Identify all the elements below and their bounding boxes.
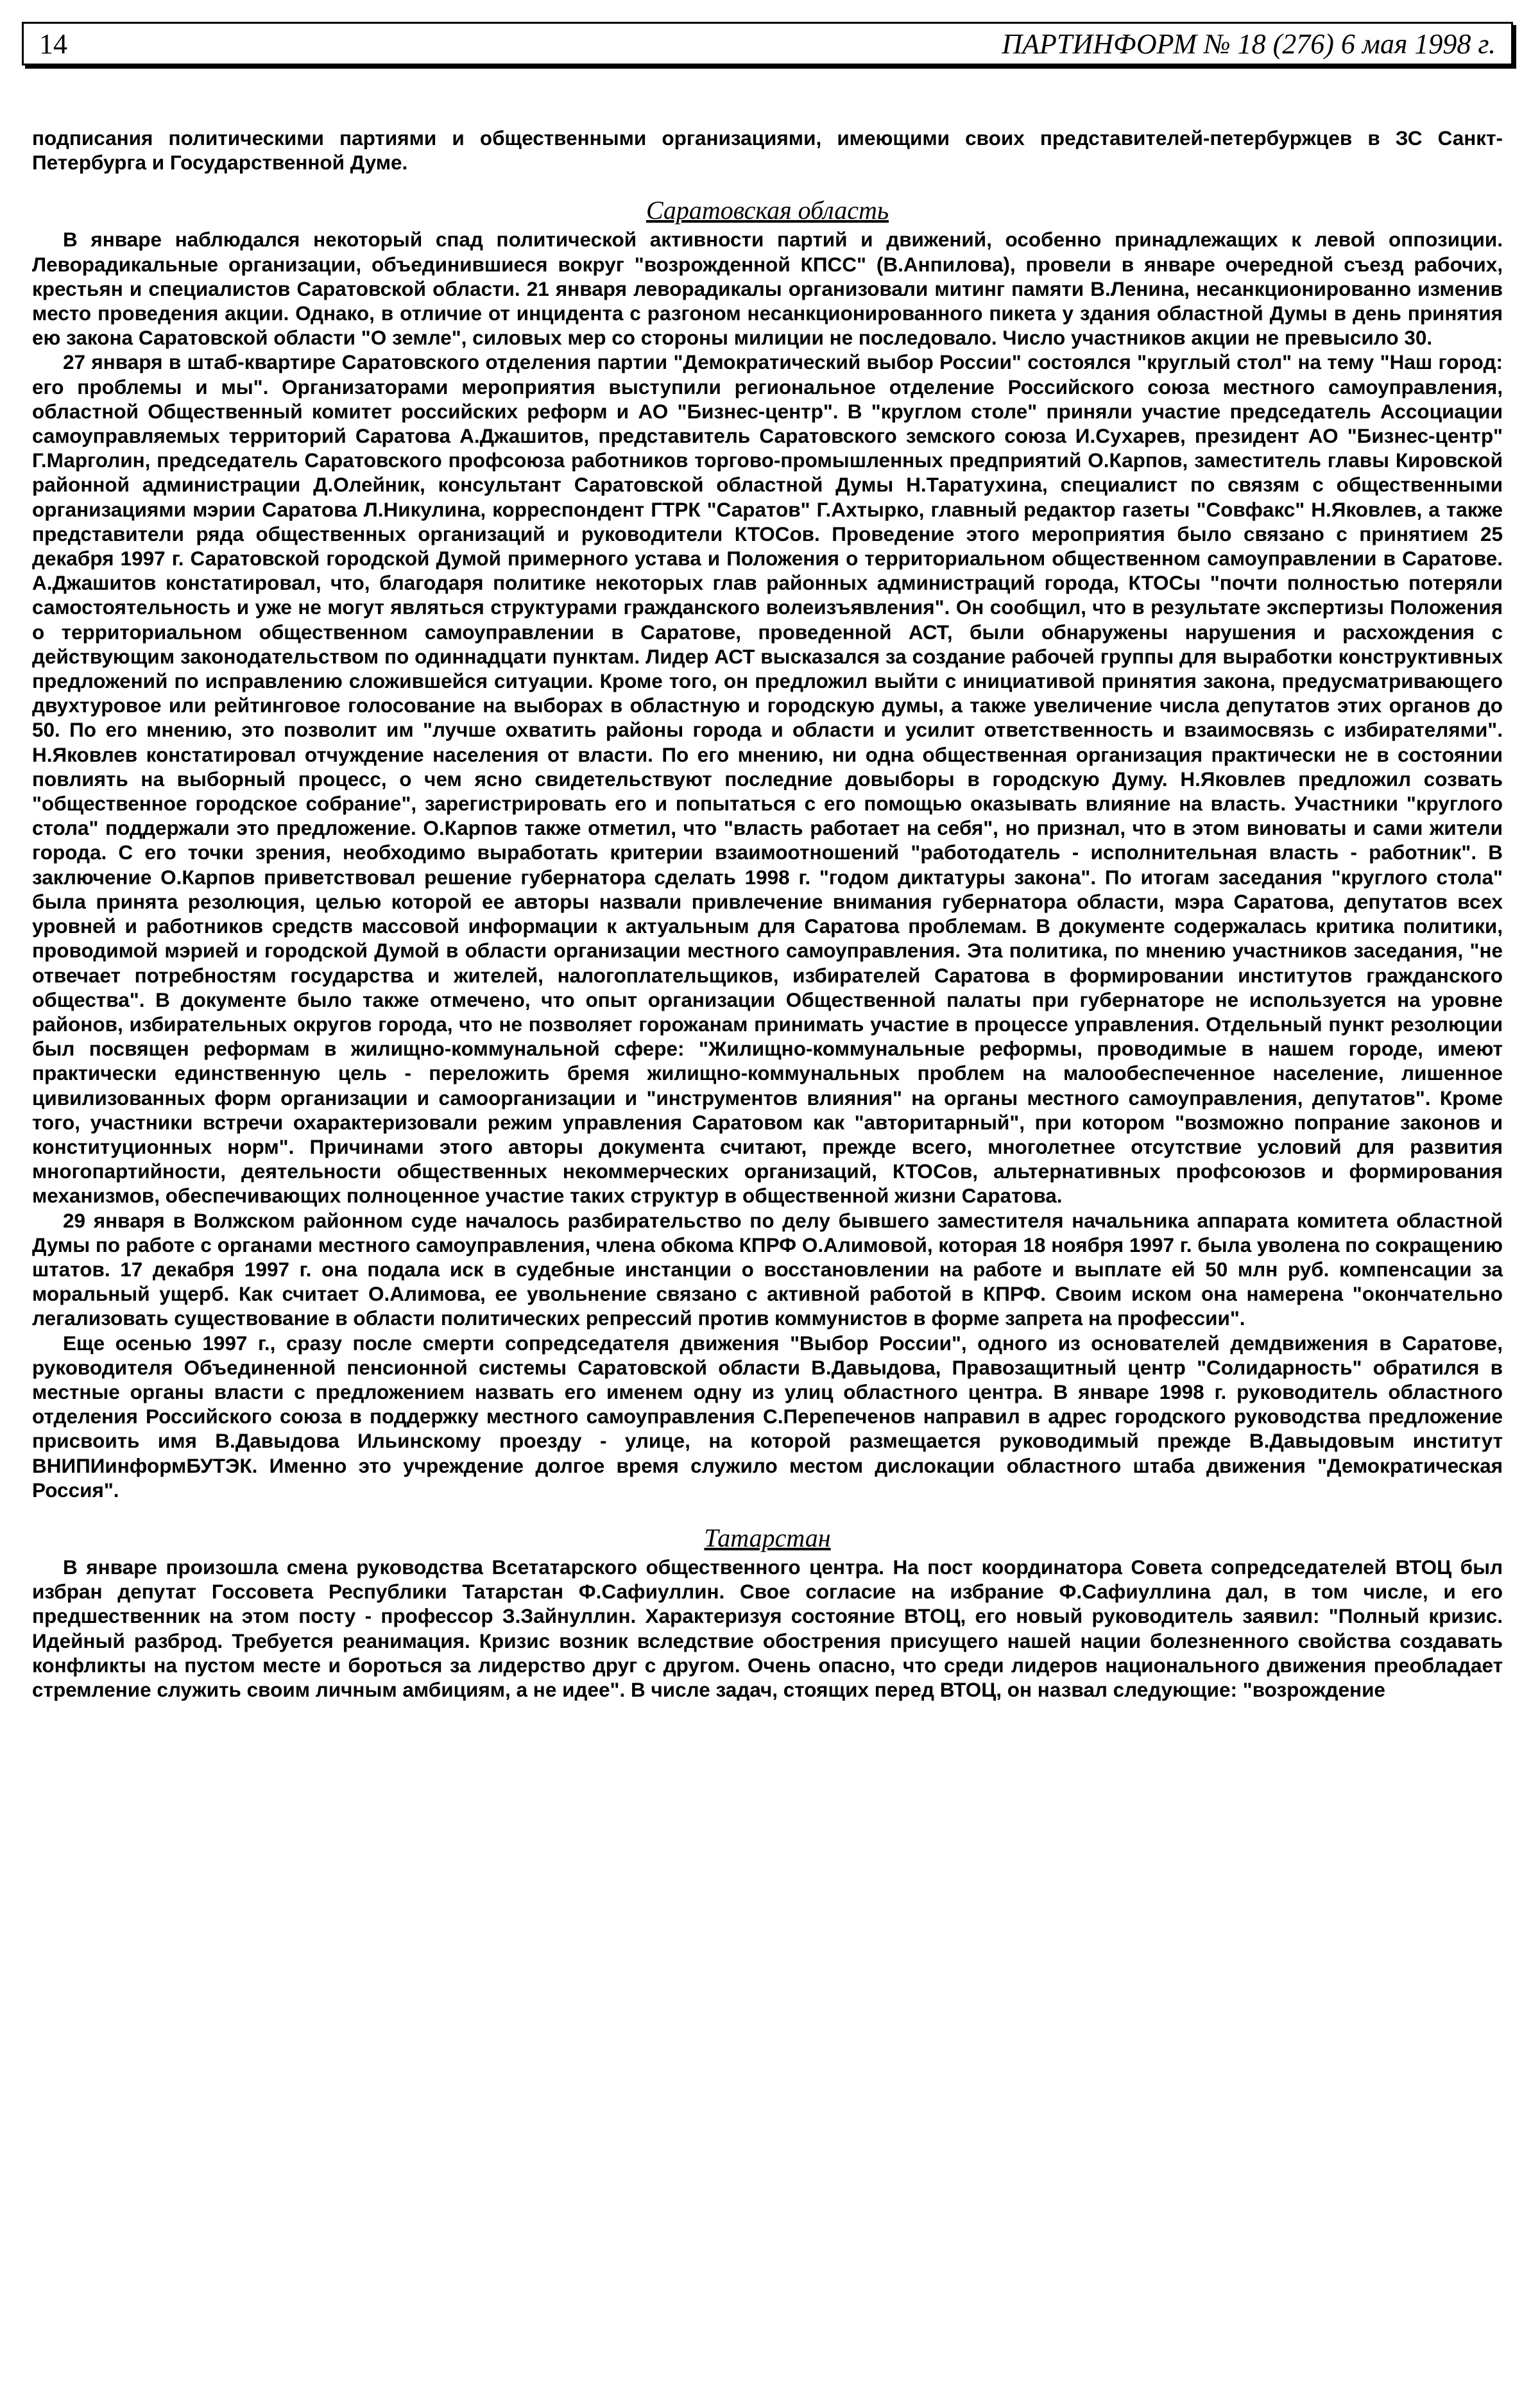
- publication-title: ПАРТИНФОРМ № 18 (276) 6 мая 1998 г.: [1002, 28, 1496, 60]
- intro-paragraph: подписания политическими партиями и общественными организациями, имеющими своих представителей-петербуржцев в ЗС Санкт-Петербурга и Государственной Думе.: [32, 126, 1503, 175]
- saratov-paragraph: 27 января в штаб-квартире Саратовского отделения партии "Демократический выбор России" состоялся "круглый стол" на тему "Наш город: его проблемы и мы". Организаторами мероприятия выступили региональное отделение Российского союза местного самоуправления, областной Общественный комитет российских реформ и АО "Бизнес-центр". В "круглом столе" приняли участие председатель Ассоциации самоуправляемых территорий Саратова А.Джашитов, представитель Саратовского земского союза И.Сухарев, президент АО "Бизнес-центр" Г.Марголин, председатель Саратовского профсоюза работников торгово-промышленных предприятий О.Карпов, заместитель главы Кировской районной администрации Д.Олейник, консультант Саратовской областной Думы Н.Таратухина, специалист по связям с общественными организациями мэрии Саратова Л.Никулина, корреспондент ГТРК "Саратов" Г.Ахтырко, главный редактор газеты "Совфакс" Н.Яковлев, а также представители ряда общественных организаций и руководители КТОСов. Проведение этого мероприятия было связано с принятием 25 декабря 1997 г. Саратовской городской Думой примерного устава и Положения о территориальном общественном самоуправлении в Саратове. А.Джашитов констатировал, что, благодаря политике некоторых глав районных администраций города, КТОСы "почти полностью потеряли самостоятельность и уже не могут являться структурами гражданского волеизъявления". Он сообщил, что в результате экспертизы Положения о территориальном общественном самоуправлении в Саратове, проведенной АСТ, были обнаружены нарушения и расхождения с действующим законодательством по одиннадцати пунктам. Лидер АСТ высказался за создание рабочей группы для выработки конструктивных предложений по исправлению сложившейся ситуации. Кроме того, он предложил выйти с инициативой принятия закона, предусматривающего двухтуровое или рейтинговое голосование на выборах в областную и городскую думы, а также увеличение числа депутатов этих органов до 50. По его мнению, это позволит им "лучше охватить районы города и области и усилит ответственность и взаимосвязь с избирателями". Н.Яковлев констатировал отчуждение населения от власти. По его мнению, ни одна общественная организация практически не в состоянии повлиять на выборный процесс, о чем ясно свидетельствуют последние довыборы в городскую Думу. Н.Яковлев предложил созвать "общественное городское собрание", зарегистрировать его и попытаться с его помощью оказывать влияние на власть. Участники "круглого стола" поддержали это предложение. О.Карпов также отметил, что "власть работает на себя", но признал, что в этом виноваты и сами жители города. С его точки зрения, необходимо выработать критерии взаимоотношений "работодатель - исполнительная власть - работник". В заключение О.Карпов приветствовал решение губернатора сделать 1998 г. "годом диктатуры закона". По итогам заседания "круглого стола" была принята резолюция, целью которой ее авторы назвали привлечение внимания губернатора области, мэра Саратова, депутатов всех уровней и работников средств массовой информации к актуальным для Саратова проблемам. В документе содержалась критика политики, проводимой мэрией и городской Думой в области организации местного самоуправления. Эта политика, по мнению участников заседания, "не отвечает потребностям государства и жителей, налогоплательщиков, избирателей Саратова в формировании институтов гражданского общества". В документе было также отмечено, что опыт организации Общественной палаты при губернаторе не используется на уровне районов, избирательных округов города, что не позволяет горожанам принимать участие в процессе управления. Отдельный пункт резолюции был посвящен реформам в жилищно-коммунальной сфере: "Жилищно-коммунальные реформы, проводимые в нашем городе, имеют практически единственную цель - переложить бремя жилищно-коммунальных проблем на малообеспеченное население, лишенное цивилизованных форм организации и самоорганизации и "инструментов влияния" на органы местного самоуправления, депутатов". Кроме того, участники встречи охарактеризовали режим управления Саратовом как "авторитарный", при котором "возможно попрание законов и конституционных норм". Причинами этого авторы документа считают, прежде всего, многолетнее отсутствие условий для развития многопартийности, деятельности общественных некоммерческих организаций, КТОСов, альтернативных профсоюзов и формирования механизмов, обеспечивающих полноценное участие таких структур в общественной жизни Саратова.: [32, 350, 1503, 1208]
- saratov-paragraph: В январе наблюдался некоторый спад политической активности партий и движений, особенно принадлежащих к левой оппозиции. Леворадикальные организации, объединившиеся вокруг "возрожденной КПСС" (В.Анпилова), провели в январе очередной съезд рабочих, крестьян и специалистов Саратовской области. 21 января леворадикалы организовали митинг памяти В.Ленина, несанкционированно изменив место проведения акции. Однако, в отличие от инцидента с разгоном несанкционированного пикета у здания областной Думы в день принятия ею закона Саратовской области "О земле", силовых мер со стороны милиции не последовало. Число участников акции не превысило 30.: [32, 228, 1503, 350]
- section-title-tatarstan: Татарстан: [704, 1523, 831, 1552]
- saratov-paragraph: Еще осенью 1997 г., сразу после смерти сопредседателя движения "Выбор России", одного из основателей демдвижения в Саратове, руководителя Объединенной пенсионной системы Саратовской области В.Давыдова, Правозащитный центр "Солидарность" обратился в местные органы власти с предложением назвать его именем одну из улиц областного центра. В январе 1998 г. руководитель областного отделения Российского союза в поддержку местного самоуправления С.Перепеченов направил в адрес городского руководства предложение присвоить имя В.Давыдова Ильинскому проезду - улице, на которой размещается руководимый прежде В.Давыдовым институт ВНИПИинформБУТЭК. Именно это учреждение долгое время служило местом дислокации областного штаба движения "Демократическая Россия".: [32, 1331, 1503, 1502]
- page-header: [22, 22, 1513, 65]
- saratov-paragraph: 29 января в Волжском районном суде началось разбирательство по делу бывшего заместителя начальника аппарата комитета областной Думы по работе с органами местного самоуправления, члена обкома КПРФ О.Алимовой, которая 18 ноября 1997 г. была уволена по сокращению штатов. 17 декабря 1997 г. она подала иск в судебные инстанции о восстановлении на работе и выплате ей 50 млн руб. компенсации за моральный ущерб. Как считает О.Алимова, ее увольнение связано с активной работой в КПРФ. Своим иском она намерена "окончательно легализовать существование в области политических репрессий против коммунистов в форме запрета на профессии".: [32, 1208, 1503, 1330]
- page-number: 14: [39, 28, 67, 60]
- tatarstan-paragraph: В январе произошла смена руководства Всетатарского общественного центра. На пост координатора Совета сопредседателей ВТОЦ был избран депутат Госсовета Республики Татарстан Ф.Сафиуллин. Свое согласие на избрание Ф.Сафиуллина дал, в том числе, и его предшественник на этом посту - профессор З.Зайнуллин. Характеризуя состояние ВТОЦ, его новый руководитель заявил: "Полный кризис. Идейный разброд. Требуется реанимация. Кризис возник вследствие обострения присущего нашей нации болезненного свойства создавать конфликты на пустом месте и бороться за лидерство друг с другом. Очень опасно, что среди лидеров национального движения преобладает стремление служить своим личным амбициям, а не идее". В числе задач, стоящих перед ВТОЦ, он назвал следующие: "возрождение: [32, 1555, 1503, 1701]
- article-body: [32, 126, 1503, 1702]
- section-title-saratov: Саратовская область: [646, 196, 889, 225]
